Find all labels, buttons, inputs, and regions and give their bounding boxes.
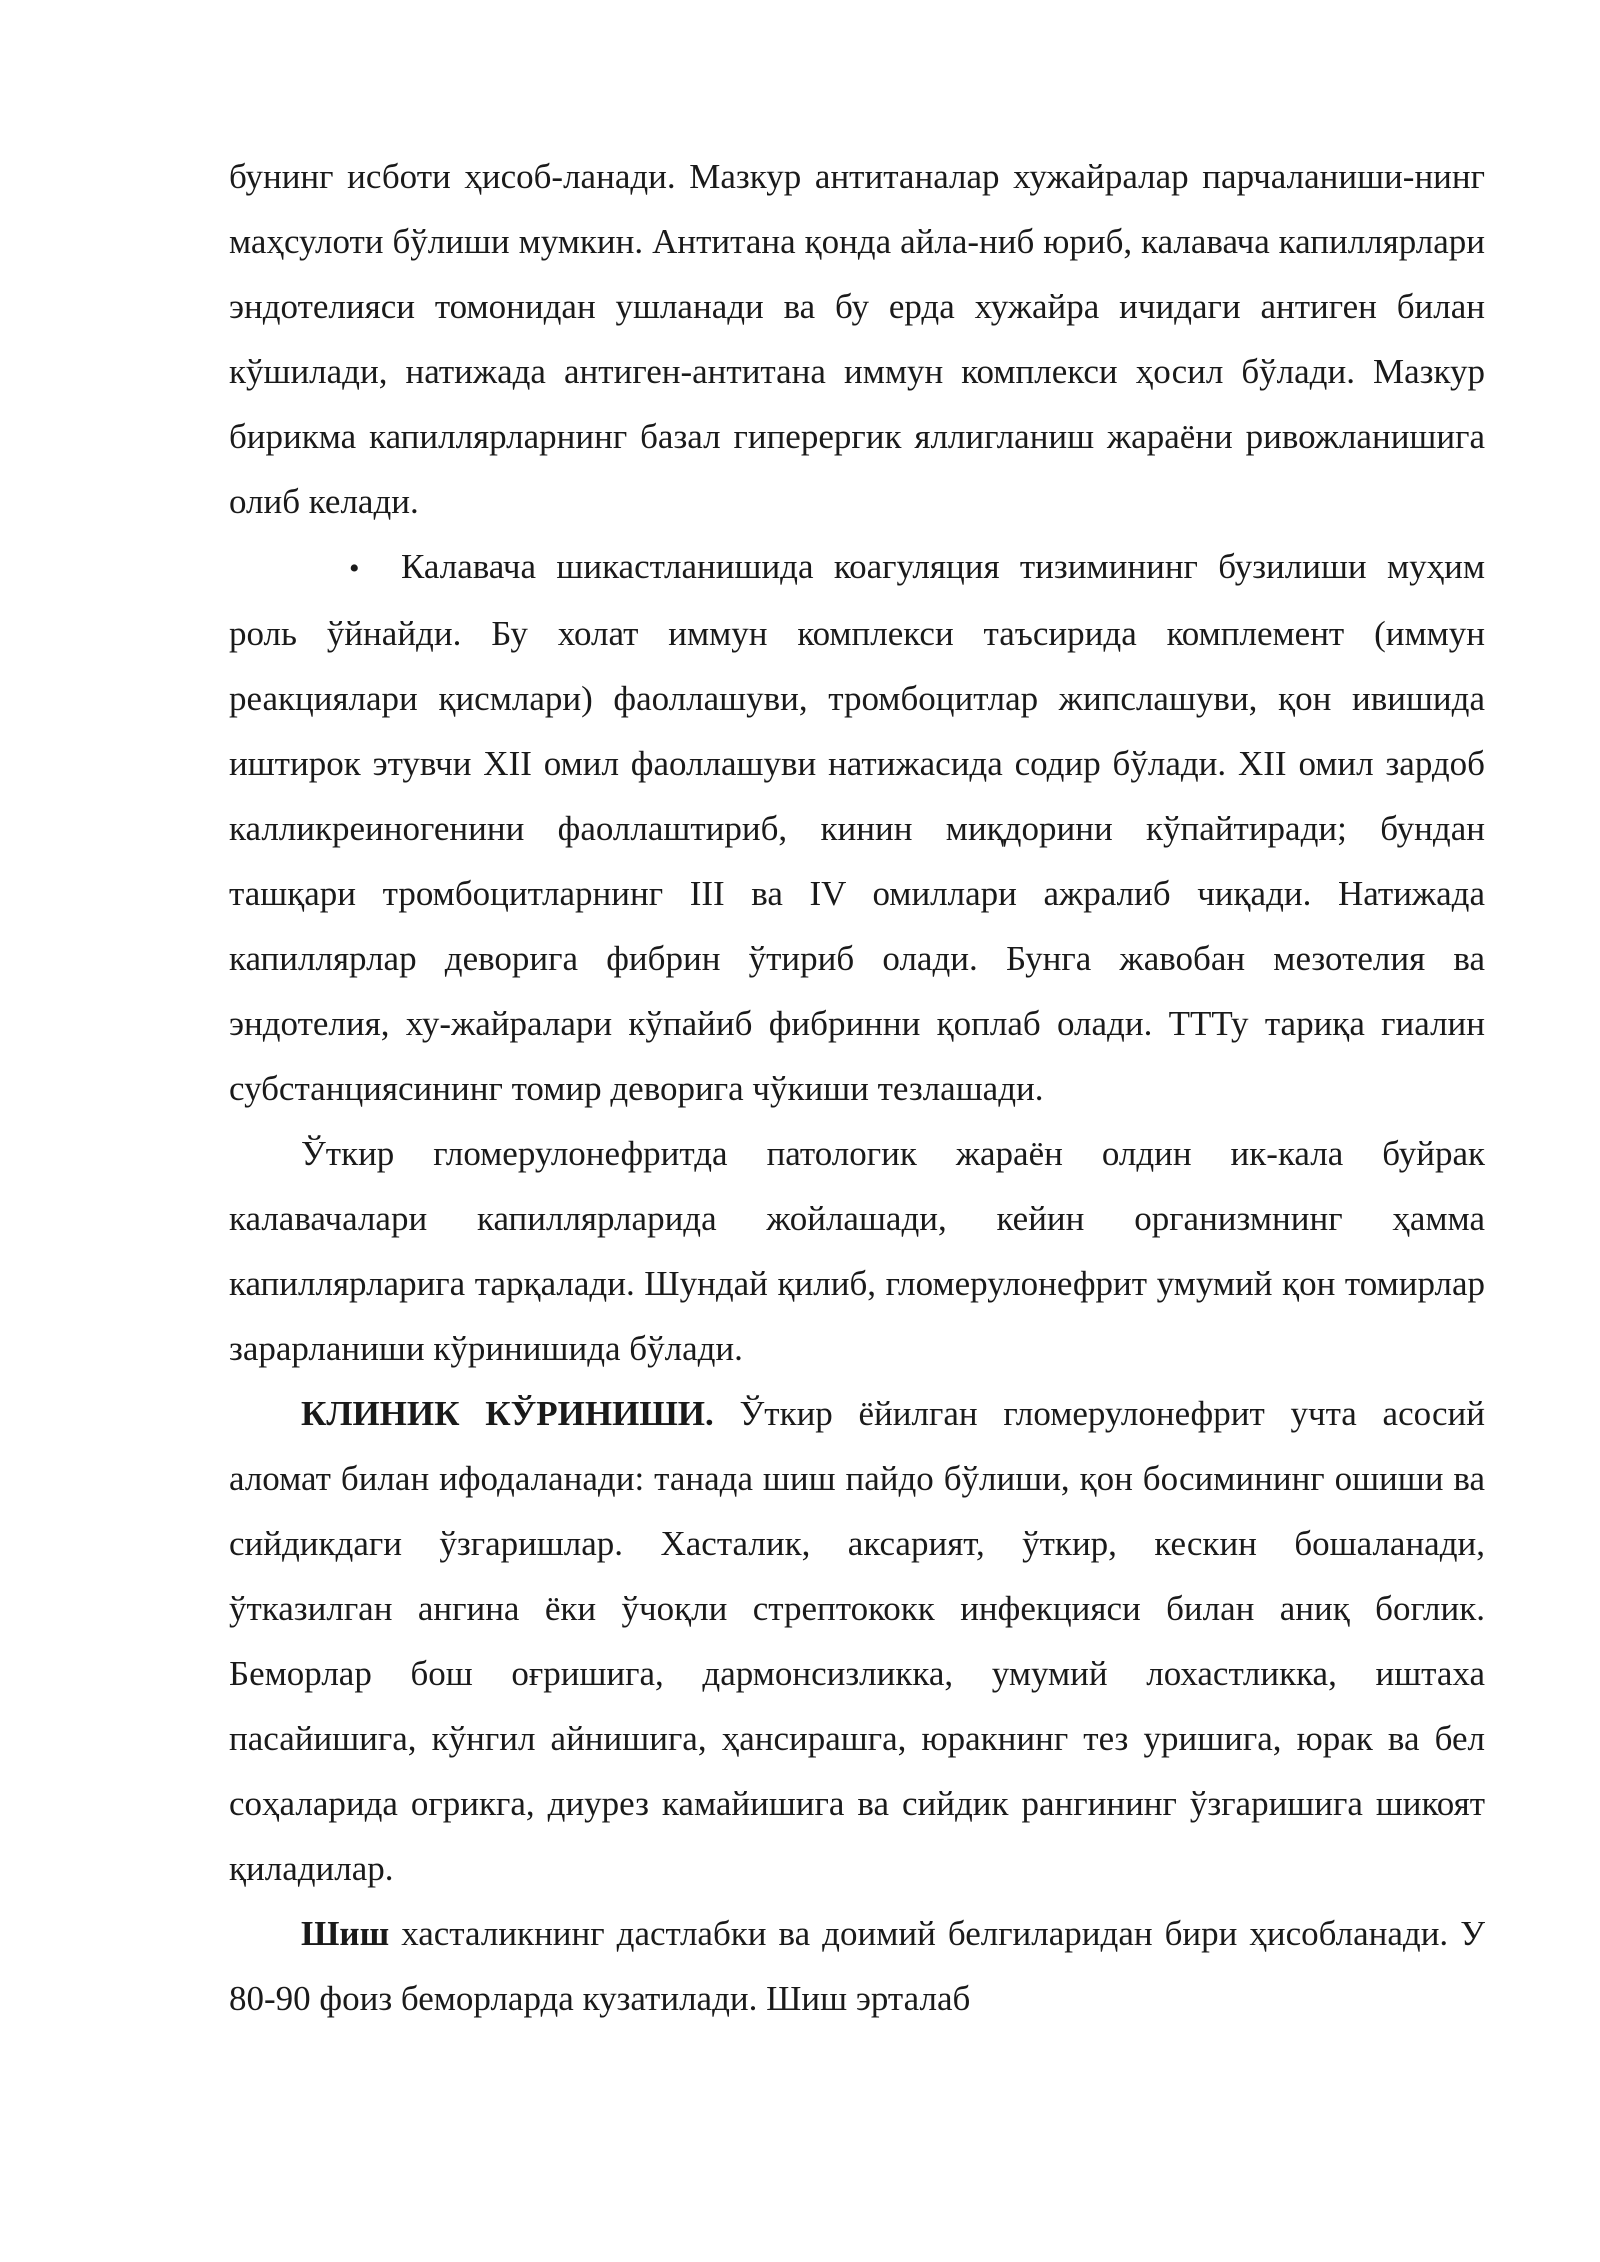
bullet-icon: • bbox=[349, 552, 360, 585]
bullet-text: Калавача шикастланишида коагуляция тизимининг бузилиши муҳим роль ўйнайди. Бу холат иммун комплекси таъсирида комплемент (иммун реакциялари қисмлари) фаоллашуви, тромбоцитлар жипслашуви, қон ивишида иштирок этувчи XII омил фаоллашуви натижасида содир бўлади. XII омил зардоб калликреиногенини фаоллаштириб, кинин миқдорини кўпайтиради; бундан ташқари тромбоцитларнинг III ва IV омиллари ажралиб чиқади. Натижада капиллярлар деворига фибрин ўтириб олади. Бунга жавобан мезотелия ва эндотелия, ху-жайралари кўпайиб фибринни қоплаб олади. ТТТу тариқа гиалин субстанциясининг томир деворига чўкиши тезлашади. bbox=[229, 547, 1485, 1108]
document-page bbox=[229, 144, 1485, 2031]
paragraph-bullet-coagulation bbox=[229, 534, 1485, 1121]
paragraph-edema bbox=[229, 1901, 1485, 2031]
paragraph-clinical-picture bbox=[229, 1381, 1485, 1901]
paragraph-pathology-spread: Ўткир гломерулонефритда патологик жараён олдин ик-кала буйрак калавачалари капиллярларида жойлашади, кейин организмнинг ҳамма капиллярларига тарқалади. Шундай қилиб, гломерулонефрит умумий қон томирлар зарарланиши кўринишида бўлади. bbox=[229, 1134, 1485, 1368]
paragraph-text: хасталикнинг дастлабки ва доимий белгиларидан бири ҳисобланади. У 80-90 фоиз беморларда кузатилади. Шиш эрталаб bbox=[229, 1914, 1485, 2018]
paragraph-continuation: бунинг исботи ҳисоб-ланади. Мазкур антитаналар хужайралар парчаланиши-нинг маҳсулоти бўлиши мумкин. Антитана қонда айла-ниб юриб, калавача капиллярлари эндотелияси томонидан ушланади ва бу ерда хужайра ичидаги антиген билан кўшилади, натижада антиген-антитана иммун комплекси ҳосил бўлади. Мазкур бирикма капиллярларнинг базал гиперергик яллигланиш жараёни ривожланишига олиб келади. bbox=[229, 157, 1485, 521]
term-edema: Шиш bbox=[301, 1914, 390, 1953]
paragraph-text: Ўткир ёйилган гломерулонефрит учта асосий аломат билан ифодаланади: танада шиш пайдо бўлиши, қон босимининг ошиши ва сийдикдаги ўзгаришлар. Хасталик, аксарият, ўткир, кескин бошаланади, ўтказилган ангина ёки ўчоқли стрептококк инфекцияси билан аниқ боглик. Беморлар бош оғришига, дармонсизликка, умумий лохастликка, иштаха пасайишига, кўнгил айнишига, ҳансирашга, юракнинг тез уришига, юрак ва бел соҳаларида огрикга, диурез камайишига ва сийдик рангининг ўзгаришига шикоят қиладилар. bbox=[229, 1394, 1485, 1888]
section-heading-clinical: КЛИНИК КЎРИНИШИ. bbox=[301, 1394, 714, 1433]
